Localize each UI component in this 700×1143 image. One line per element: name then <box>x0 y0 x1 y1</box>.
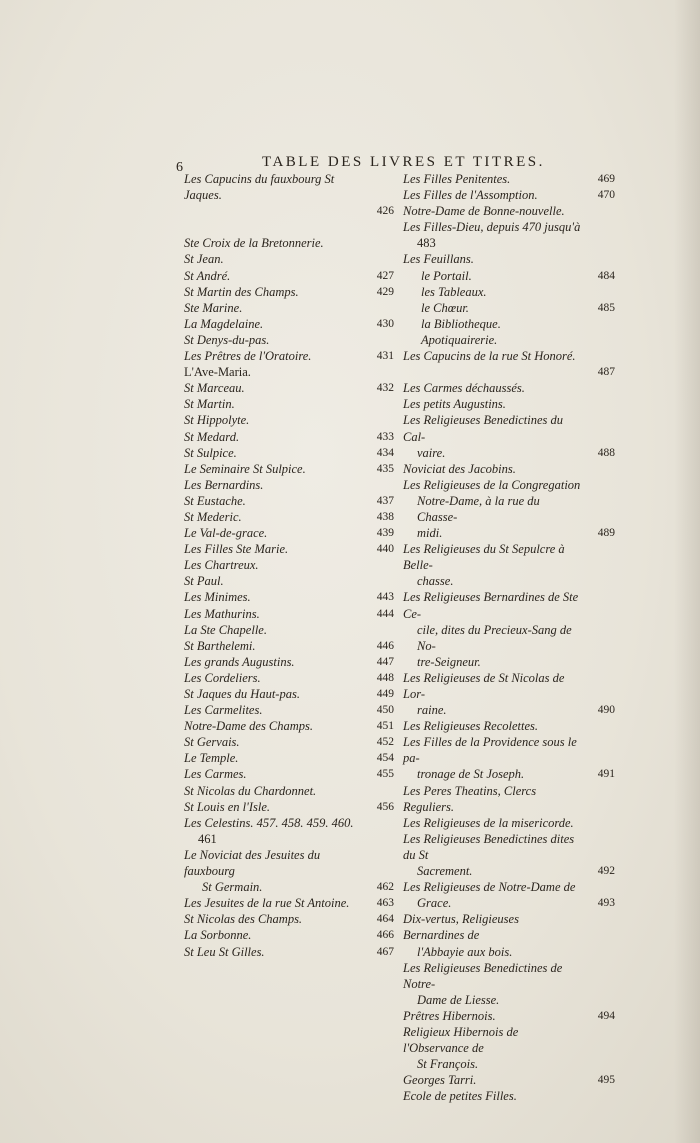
entry-page-number: 434 <box>376 446 394 459</box>
running-title: TABLE DES LIVRES ET TITRES. <box>262 154 545 170</box>
entry-page-number: 455 <box>376 768 394 781</box>
index-entry <box>184 686 394 702</box>
index-entry <box>403 734 615 766</box>
entry-title: Les Capucins du fauxbourg St Jaques. <box>184 172 335 203</box>
index-entry <box>184 525 394 541</box>
index-entry <box>184 638 394 654</box>
entry-title: le Chœur. <box>421 300 469 315</box>
index-entry <box>184 783 394 799</box>
index-entry <box>184 944 394 960</box>
entry-page-number: 426 <box>376 205 394 218</box>
index-entry <box>403 396 615 412</box>
index-entry <box>184 348 394 364</box>
entry-title: St François. <box>417 1057 479 1072</box>
entry-page-number: 487 <box>597 366 615 379</box>
entry-title: Les petits Augustins. <box>403 397 506 412</box>
entry-title: Les Carmes. <box>184 767 247 782</box>
index-entry <box>403 445 615 461</box>
entry-title: Les Capucins de la rue St Honoré. <box>403 349 576 364</box>
entry-title: Les Religieuses Benedictines du Cal- <box>403 413 564 444</box>
page-spine-shadow <box>674 0 700 1143</box>
entry-title: tre-Seigneur. <box>417 654 481 669</box>
entry-page-number: 492 <box>597 865 615 878</box>
entry-title: St Germain. <box>202 880 263 895</box>
index-entry <box>184 573 394 589</box>
index-entry <box>403 493 615 525</box>
index-entry <box>403 573 615 589</box>
index-entry <box>184 461 394 477</box>
index-entry <box>403 1088 615 1104</box>
entry-title: St Eustache. <box>184 493 246 508</box>
index-entry <box>403 348 615 364</box>
entry-title: le Portail. <box>421 268 472 283</box>
index-entry <box>403 316 615 332</box>
entry-title: Les Filles Ste Marie. <box>184 542 289 557</box>
entry-page-number: 452 <box>376 736 394 749</box>
index-entry <box>403 911 615 943</box>
index-entry <box>403 895 615 911</box>
index-entry <box>403 1072 615 1088</box>
index-entry <box>403 1056 615 1072</box>
entry-page-number: 449 <box>376 688 394 700</box>
index-entry <box>403 477 615 493</box>
entry-page-number: 427 <box>376 269 394 282</box>
entry-title: St Jaques du Haut-pas. <box>184 687 300 701</box>
index-entry <box>184 606 394 622</box>
entry-page-number: 466 <box>376 929 394 942</box>
entry-page-number: 484 <box>597 269 615 282</box>
entry-title: Sacrement. <box>417 864 473 879</box>
entry-title: St Hippolyte. <box>184 413 250 428</box>
entry-page-number: 464 <box>376 913 394 926</box>
entry-title: Noviciat des Jacobins. <box>403 461 516 476</box>
entry-page-number: 438 <box>376 510 394 523</box>
entry-title: 461 <box>198 831 217 846</box>
index-entry <box>403 332 615 348</box>
entry-title: St Louis en l'Isle. <box>184 799 271 814</box>
index-entry <box>403 670 615 702</box>
entry-page-number: 448 <box>376 671 394 684</box>
entry-title: St Leu St Gilles. <box>184 944 265 959</box>
entry-page-number: 433 <box>376 430 394 443</box>
entry-title: Les Cordeliers. <box>184 670 261 685</box>
index-entry <box>403 589 615 621</box>
entry-page-number: 435 <box>376 462 394 475</box>
left-column <box>184 171 394 960</box>
entry-page-number: 489 <box>597 527 615 540</box>
entry-title: Les Religieuses Bernardines de Ste Ce- <box>403 590 579 621</box>
entry-title: St Martin des Champs. <box>184 284 299 299</box>
entry-page-number: 495 <box>597 1074 615 1087</box>
index-entry <box>403 622 615 654</box>
index-entry <box>184 734 394 750</box>
entry-title: Georges Tarri. <box>403 1073 477 1088</box>
index-entry <box>184 815 394 831</box>
entry-title: la Bibliotheque. <box>421 316 501 331</box>
entry-title: Les Celestins. 457. 458. 459. 460. <box>184 815 354 830</box>
entry-title: Dix-vertus, Religieuses Bernardines de <box>403 912 519 943</box>
entry-title: Les Filles de la Providence sous le pa- <box>403 735 577 766</box>
index-entry <box>184 364 394 380</box>
entry-page-number: 488 <box>597 446 615 459</box>
entry-page-number: 439 <box>376 527 394 540</box>
index-entry <box>403 718 615 734</box>
index-entry <box>403 171 615 187</box>
entry-title: St Barthelemi. <box>184 638 256 653</box>
index-entry <box>403 412 615 444</box>
entry-title: Les Carmes déchaussés. <box>403 381 525 396</box>
entry-title: St Gervais. <box>184 735 240 750</box>
entry-page-number: 429 <box>376 285 394 298</box>
index-entry <box>184 766 394 782</box>
index-entry <box>403 992 615 1008</box>
entry-title: Les Religieuses de Notre-Dame de <box>403 880 576 895</box>
index-entry <box>403 863 615 879</box>
index-entry <box>184 654 394 670</box>
index-entry <box>184 589 394 605</box>
entry-title: l'Abbayie aux bois. <box>417 944 513 959</box>
index-entry <box>184 895 394 911</box>
entry-title: St Nicolas des Champs. <box>184 912 303 927</box>
entry-page-number: 467 <box>376 945 394 958</box>
entry-page-number: 437 <box>376 494 394 507</box>
index-entry <box>184 847 394 879</box>
entry-page-number: 447 <box>376 655 394 668</box>
entry-page-number: 431 <box>376 350 394 363</box>
entry-title: vaire. <box>417 445 446 460</box>
entry-page-number: 450 <box>376 704 394 717</box>
index-entry <box>184 750 394 766</box>
right-column <box>403 171 615 1104</box>
index-entry <box>403 235 615 251</box>
entry-title: St Mederic. <box>184 509 242 524</box>
index-entry <box>184 799 394 815</box>
entry-title: Le Seminaire St Sulpice. <box>184 461 306 476</box>
index-entry <box>184 171 394 203</box>
entry-page-number: 491 <box>597 768 615 781</box>
index-entry <box>184 412 394 428</box>
entry-title: Les Religieuses du St Sepulcre à Belle- <box>403 542 565 573</box>
index-entry <box>184 702 394 718</box>
entry-title: St Martin. <box>184 397 235 412</box>
index-entry <box>184 557 394 573</box>
entry-page-number: 430 <box>376 317 394 330</box>
index-entry <box>184 622 394 638</box>
entry-page-number: 440 <box>376 543 394 556</box>
page-number: 6 <box>176 160 183 175</box>
entry-title: Les Religieuses Benedictines de Notre- <box>403 960 563 991</box>
entry-title: Le Temple. <box>184 751 239 766</box>
entry-title: St Denys-du-pas. <box>184 332 270 347</box>
entry-page-number: 490 <box>597 704 615 717</box>
index-entry <box>403 203 615 219</box>
entry-title: Grace. <box>417 896 452 911</box>
index-entry <box>403 831 615 863</box>
entry-title: St Marceau. <box>184 381 245 396</box>
index-entry <box>184 718 394 734</box>
entry-title: Les Carmelites. <box>184 703 263 718</box>
entry-page-number: 463 <box>376 897 394 910</box>
index-entry <box>403 461 615 477</box>
index-entry <box>403 766 615 782</box>
index-entry <box>403 380 615 396</box>
entry-title: 483 <box>417 236 436 251</box>
entry-title: Les Religieuses de la Congregation <box>403 477 581 492</box>
entry-title: Apotiquairerie. <box>421 332 498 347</box>
entry-title: Les Religieuses Benedictines dites du St <box>403 831 575 862</box>
entry-title: Religieux Hibernois de l'Observance de <box>403 1024 519 1056</box>
entry-page-number: 451 <box>376 720 394 733</box>
index-entry <box>403 1008 615 1024</box>
index-entry <box>403 284 615 300</box>
entry-title: St Paul. <box>184 574 224 589</box>
entry-title: St Medard. <box>184 429 240 444</box>
index-entry <box>403 1024 615 1056</box>
index-entry <box>403 944 615 960</box>
entry-title: Les Jesuites de la rue St Antoine. <box>184 896 350 911</box>
entry-title: chasse. <box>417 574 454 589</box>
index-entry <box>403 879 615 895</box>
entry-title: St Sulpice. <box>184 445 237 460</box>
entry-title: cile, dites du Precieux-Sang de No- <box>417 622 572 653</box>
index-entry <box>184 879 394 895</box>
index-entry <box>403 702 615 718</box>
entry-title: Le Val-de-grace. <box>184 526 268 541</box>
entry-title: Notre-Dame de Bonne-nouvelle. <box>403 204 565 219</box>
index-entry <box>184 493 394 509</box>
index-entry <box>184 509 394 525</box>
entry-title: Les Chartreux. <box>184 558 259 573</box>
index-entry <box>184 541 394 557</box>
entry-title: Les Religieuses de la misericorde. <box>403 815 574 830</box>
entry-title: La Sorbonne. <box>184 928 252 943</box>
index-entry <box>403 960 615 992</box>
entry-title: Ecole de petites Filles. <box>403 1089 517 1104</box>
entry-title: St André. <box>184 268 231 283</box>
index-entry <box>184 332 394 348</box>
entry-title: Les Prêtres de l'Oratoire. <box>184 349 312 364</box>
index-entry <box>184 445 394 461</box>
entry-page-number: 446 <box>376 639 394 652</box>
index-entry <box>403 815 615 831</box>
entry-title: Les Filles-Dieu, depuis 470 jusqu'à <box>403 220 581 235</box>
entry-title: raine. <box>417 703 447 718</box>
entry-title: Les Filles de l'Assomption. <box>403 188 538 203</box>
entry-title: Les Peres Theatins, Clercs Reguliers. <box>403 783 537 814</box>
index-entry <box>184 316 394 332</box>
entry-title: Les Minimes. <box>184 590 251 605</box>
entry-title: Dame de Liesse. <box>417 992 500 1007</box>
index-entry <box>184 268 394 284</box>
entry-page-number: 454 <box>376 752 394 765</box>
index-entry <box>184 831 394 847</box>
entry-title: Ste Marine. <box>184 300 243 315</box>
entry-title: La Magdelaine. <box>184 316 264 331</box>
entry-page-number: 462 <box>376 881 394 894</box>
entry-title: Les Religieuses Recolettes. <box>403 719 539 734</box>
entry-page-number: 493 <box>597 897 615 910</box>
entry-title: Notre-Dame, à la rue du Chasse- <box>417 493 540 524</box>
entry-title: Le Noviciat des Jesuites du fauxbourg <box>184 847 321 879</box>
entry-title: L'Ave-Maria. <box>184 365 251 380</box>
entry-title: tronage de St Joseph. <box>417 767 525 782</box>
index-entry <box>184 477 394 493</box>
index-entry <box>403 783 615 815</box>
entry-title: La Ste Chapelle. <box>184 622 267 637</box>
entry-title: Les Filles Penitentes. <box>403 172 511 186</box>
index-entry <box>403 268 615 284</box>
index-entry <box>184 380 394 396</box>
entry-page-number: 485 <box>597 301 615 314</box>
index-entry <box>184 911 394 927</box>
index-entry <box>403 654 615 670</box>
index-entry <box>403 541 615 573</box>
index-entry <box>184 429 394 445</box>
entry-page-number: 444 <box>376 607 394 620</box>
entry-title: Les Feuillans. <box>403 252 474 267</box>
index-entry <box>184 284 394 300</box>
index-entry <box>403 364 615 380</box>
entry-title: Notre-Dame des Champs. <box>184 719 314 734</box>
entry-title: St Jean. <box>184 252 224 267</box>
index-entry <box>184 300 394 316</box>
index-entry <box>184 396 394 412</box>
entry-page-number: 494 <box>597 1009 615 1022</box>
entry-title: midi. <box>417 526 443 541</box>
entry-title: Les Bernardins. <box>184 477 264 492</box>
index-entry <box>403 187 615 203</box>
index-entry <box>184 251 394 267</box>
entry-page-number: 456 <box>376 800 394 813</box>
index-entry <box>184 670 394 686</box>
entry-page-number: 470 <box>597 189 615 202</box>
index-entry <box>403 300 615 316</box>
index-entry <box>403 251 615 267</box>
entry-page-number: 469 <box>597 173 615 185</box>
entry-title: Les Religieuses de St Nicolas de Lor- <box>403 670 565 701</box>
index-entry <box>403 525 615 541</box>
index-entry <box>403 219 615 235</box>
entry-title: Ste Croix de la Bretonnerie. <box>184 236 324 251</box>
entry-title: Prêtres Hibernois. <box>403 1008 496 1023</box>
index-entry <box>184 927 394 943</box>
entry-title: les Tableaux. <box>421 284 487 299</box>
index-entry <box>184 219 394 235</box>
entry-page-number: 443 <box>376 591 394 604</box>
index-entry <box>184 203 394 219</box>
entry-title: St Nicolas du Chardonnet. <box>184 783 317 798</box>
entry-title: Les grands Augustins. <box>184 654 295 669</box>
index-entry <box>184 235 394 251</box>
entry-title: Les Mathurins. <box>184 606 260 621</box>
entry-page-number: 432 <box>376 382 394 395</box>
